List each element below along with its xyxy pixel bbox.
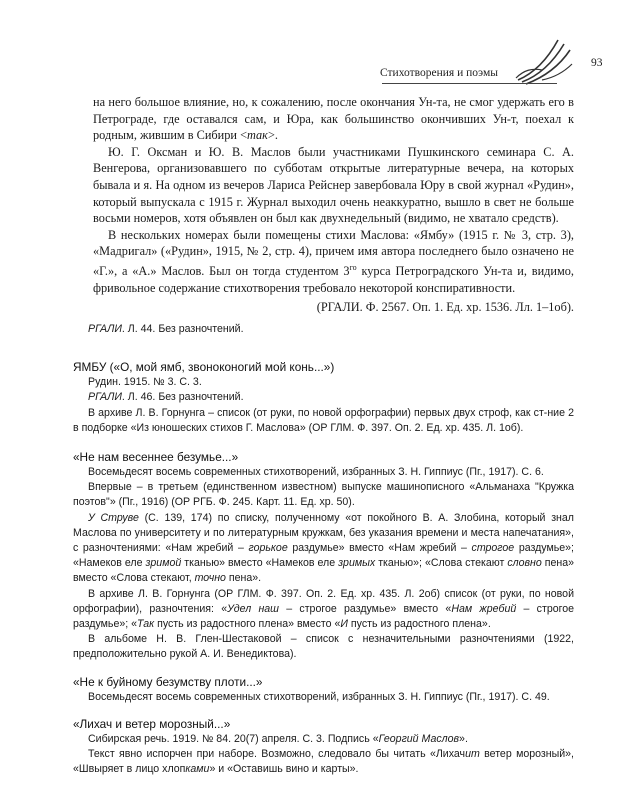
note-line: В архиве Л. В. Горнунга – список (от руки, по новой орфографии) первых двух строф, как ст-ние 2 в подборке «Из юношеских стихов Г. Маслова» (ОР ГЛМ. Ф. 397. Оп. 2. Ед. хр. 435. Л. 1об).: [73, 406, 574, 434]
commentary-notes: [73, 322, 574, 777]
note-line: Сибирская речь. 1919. № 84. 20(7) апреля. С. 3. Подпись «Георгий Маслов».: [88, 732, 468, 745]
note-line: РГАЛИ. Л. 46. Без разночтений.: [88, 391, 244, 404]
quote-paragraph: Ю. Г. Оксман и Ю. В. Маслов были участниками Пушкинского семинара С. А. Венгерова, организовавшего по субботам открытые литературные вечера, на которых бывала и я. На одном из вечеров Лариса Рейснер завербовала Юру в свой журнал «Рудин», который выпускала с 1915 г. Журнал выходил очень неаккуратно, вышло в свет не больше восьми номеров, хотя объявлен он был как двухнедельный (видимо, не хватало средств).: [93, 144, 574, 226]
running-head-title: Стихотворения и поэмы: [380, 67, 498, 79]
header-rule: [382, 83, 557, 84]
note-line: Рудин. 1915. № 3. С. 3.: [88, 376, 202, 389]
section-title: «Лихач и ветер морозный...»: [73, 716, 231, 731]
memoir-quote: [93, 94, 574, 316]
note-line: У Струве (С. 139, 174) по списку, полученному «от покойного В. А. Злобина, который знал Маслова по университету и по литературным кружкам, без указания времени и места напечатания», с разночтениями: «Нам жребий – горькое раздумье» вместо «Нам жребий – строгое раздумье»; «Намеков еле зримой тканью» вместо «Намеков еле зримых тканью»; «Слова стекают словно пена» вместо «Слова стекают, точно пена».: [73, 511, 574, 585]
note-line: В архиве Л. В. Горнунга (ОР ГЛМ. Ф. 397. Оп. 2. Ед. хр. 435. Л. 2об) список (от руки, по новой орфографии), разночтения: «Удел наш – строгое раздумье» вместо «Нам жребий – строгое раздумье»; «Так пусть из радостного плена» вместо «И пусть из радостного плена».: [73, 587, 575, 631]
section-title: ЯМБУ («О, мой ямб, звоноконогий мой конь...»): [73, 360, 335, 375]
note-line: Текст явно испорчен при наборе. Возможно, следовало бы читать «Лихачит ветер морозный», «Швыряет в лицо хлопками» и «Оставишь вино и карты».: [73, 748, 574, 776]
section-title: «Не нам весеннее безумье...»: [73, 450, 239, 465]
note-line: Впервые – в третьем (единственном известном) выпуске машинописного «Альманаха "Кружка поэтов"» (Пг., 1916) (ОР РГБ. Ф. 245. Карт. 11. Ед. хр. 50).: [73, 481, 574, 509]
note-line: Восемьдесят восемь современных стихотворений, избранных З. Н. Гиппиус (Пг., 1917). С. 6.: [88, 466, 544, 479]
quote-paragraph: В нескольких номерах были помещены стихи Маслова: «Ямбу» (1915 г. № 3, стр. 3), «Мадригал» («Рудин», 1915, № 2, стр. 4), причем имя автора последнего было означено не «Г.», а «А.» Маслов. Был он тогда студентом $3^{го}$ курса Петроградского Ун-та и, видимо, фривольное содержание стихотворения требовало некоторой конспиративности.: [93, 227, 575, 295]
section-title: «Не к буйному безумству плоти...»: [73, 674, 263, 689]
note-line: Восемьдесят восемь современных стихотворений, избранных З. Н. Гиппиус (Пг., 1917). С. 49.: [88, 690, 550, 703]
page-number: 93: [591, 57, 603, 69]
note-line: РГАЛИ. Л. 44. Без разночтений.: [88, 323, 244, 335]
quote-paragraph: на него большое влияние, но, к сожалению, после окончания Ун-та, не смог удержать его в Петрограде, где оставался сам, и Юра, как большинство окончивших Ун-т, поехал к родным, жившим в Сибири <так>.: [93, 95, 574, 143]
note-line: В альбоме Н. В. Глен-Шестаковой – список с незначительными разночтениями (1922, предположительно рукой А. И. Венедиктова).: [73, 633, 574, 661]
archive-citation: (РГАЛИ. Ф. 2567. Оп. 1. Ед. хр. 1536. Лл. 1–1об).: [316, 300, 574, 315]
